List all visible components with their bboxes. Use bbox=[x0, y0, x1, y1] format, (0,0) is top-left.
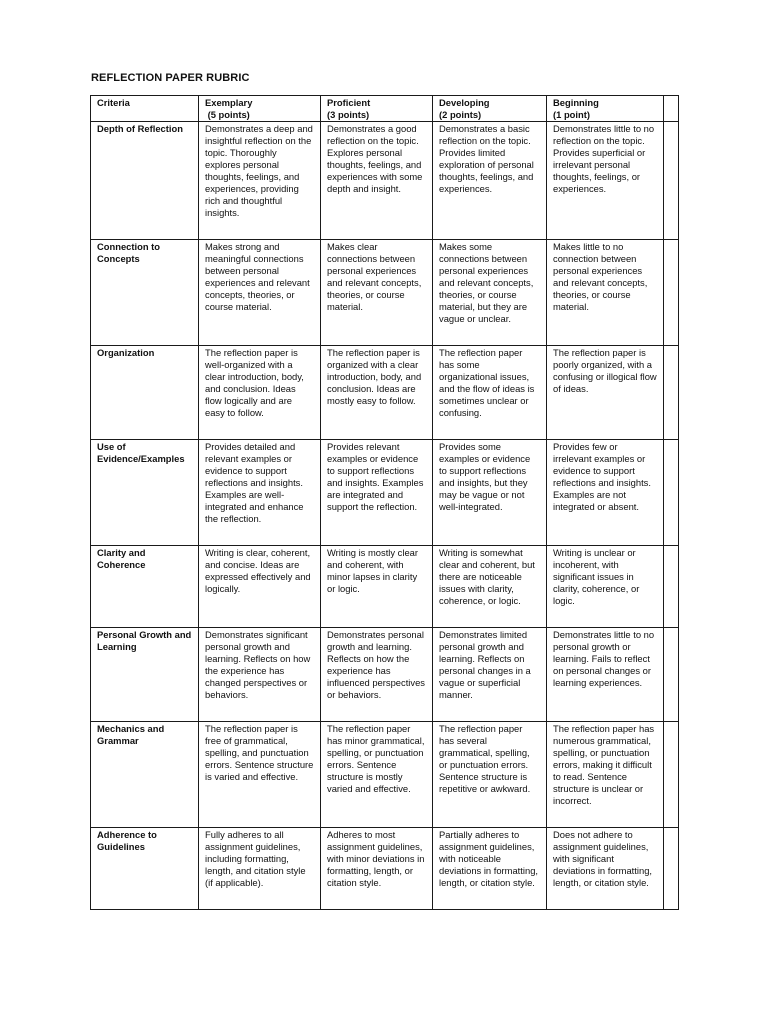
criterion-label: Use of Evidence/Examples bbox=[97, 441, 185, 464]
blank-cell bbox=[664, 96, 679, 122]
criterion-label: Connection to Concepts bbox=[97, 241, 161, 264]
header-row bbox=[91, 96, 679, 122]
proficient-text: Provides relevant examples or evidence to support reflections and insights. Examples are integrated and support the reflection. bbox=[327, 441, 424, 512]
header-beginning bbox=[547, 96, 664, 122]
developing-text: Partially adheres to assignment guidelines, with noticeable deviations in formatting, length, or citation style. bbox=[439, 829, 539, 888]
criterion-cell bbox=[91, 722, 199, 828]
criterion-cell bbox=[91, 828, 199, 910]
beginning-cell bbox=[547, 240, 664, 346]
blank-cell bbox=[664, 440, 679, 546]
criterion-cell bbox=[91, 122, 199, 240]
beginning-cell bbox=[547, 440, 664, 546]
exemplary-cell bbox=[199, 628, 321, 722]
criterion-label: Clarity and Coherence bbox=[97, 547, 146, 570]
header-criteria bbox=[91, 96, 199, 122]
criterion-cell bbox=[91, 240, 199, 346]
developing-cell bbox=[433, 628, 547, 722]
proficient-cell bbox=[321, 346, 433, 440]
exemplary-text: Provides detailed and relevant examples or evidence to support reflections and insights. Examples are well-integrated and enhance the reflection. bbox=[205, 441, 304, 524]
criterion-cell bbox=[91, 546, 199, 628]
beginning-text: The reflection paper has numerous grammatical, spelling, or punctuation errors, making it difficult to read. Sentence structure is unclear or incorrect. bbox=[553, 723, 655, 806]
criterion-label: Depth of Reflection bbox=[97, 123, 183, 134]
header-exemplary-points: (5 points) bbox=[205, 109, 250, 120]
developing-text: Writing is somewhat clear and coherent, but there are noticeable issues with clarity, coherence, or logic. bbox=[439, 547, 535, 606]
developing-cell bbox=[433, 122, 547, 240]
exemplary-cell bbox=[199, 240, 321, 346]
developing-cell bbox=[433, 440, 547, 546]
proficient-cell bbox=[321, 546, 433, 628]
developing-text: Demonstrates a basic reflection on the topic. Provides limited exploration of personal thoughts, feelings, and experiences. bbox=[439, 123, 534, 194]
developing-text: The reflection paper has several grammatical, spelling, or punctuation errors. Sentence structure is repetitive or awkward. bbox=[439, 723, 531, 794]
exemplary-text: Makes strong and meaningful connections between personal experiences and relevant concepts, theories, or course material. bbox=[205, 241, 310, 312]
criterion-label: Adherence to Guidelines bbox=[97, 829, 157, 852]
rubric-table bbox=[90, 95, 679, 910]
blank-cell bbox=[664, 628, 679, 722]
exemplary-text: Writing is clear, coherent, and concise. Ideas are expressed effectively and logically. bbox=[205, 547, 311, 594]
beginning-text: Demonstrates little to no personal growth or learning. Fails to reflect on personal changes or learning experiences. bbox=[553, 629, 655, 688]
exemplary-cell bbox=[199, 828, 321, 910]
developing-cell bbox=[433, 722, 547, 828]
header-exemplary-label: Exemplary bbox=[205, 97, 253, 108]
exemplary-cell bbox=[199, 346, 321, 440]
proficient-cell bbox=[321, 240, 433, 346]
exemplary-text: Demonstrates significant personal growth and learning. Reflects on how the experience has changed perspectives or behaviors. bbox=[205, 629, 311, 700]
beginning-text: Writing is unclear or incoherent, with significant issues in clarity, coherence, or logic. bbox=[553, 547, 640, 606]
developing-text: The reflection paper has some organizational issues, and the flow of ideas is sometimes unclear or confusing. bbox=[439, 347, 535, 418]
blank-cell bbox=[664, 122, 679, 240]
exemplary-cell bbox=[199, 546, 321, 628]
table-row bbox=[91, 546, 679, 628]
blank-cell bbox=[664, 722, 679, 828]
header-exemplary bbox=[199, 96, 321, 122]
beginning-text: Makes little to no connection between personal experiences and relevant concepts, theories, or course material. bbox=[553, 241, 648, 312]
developing-cell bbox=[433, 828, 547, 910]
exemplary-text: Demonstrates a deep and insightful reflection on the topic. Thoroughly explores personal thoughts, feelings, and experiences, providing rich and thoughtful insights. bbox=[205, 123, 313, 218]
table-row bbox=[91, 346, 679, 440]
header-beginning-points: (1 point) bbox=[553, 109, 590, 120]
exemplary-cell bbox=[199, 440, 321, 546]
proficient-cell bbox=[321, 122, 433, 240]
criterion-cell bbox=[91, 628, 199, 722]
beginning-cell bbox=[547, 122, 664, 240]
criterion-cell bbox=[91, 346, 199, 440]
proficient-cell bbox=[321, 440, 433, 546]
table-row bbox=[91, 722, 679, 828]
page-title: REFLECTION PAPER RUBRIC bbox=[91, 72, 250, 84]
beginning-text: Does not adhere to assignment guidelines, with significant deviations in formatting, length, or citation style. bbox=[553, 829, 653, 888]
table-row bbox=[91, 240, 679, 346]
proficient-cell bbox=[321, 722, 433, 828]
table-row bbox=[91, 440, 679, 546]
criterion-label: Mechanics and Grammar bbox=[97, 723, 165, 746]
header-proficient-points: (3 points) bbox=[327, 109, 370, 120]
table-row bbox=[91, 628, 679, 722]
proficient-text: Writing is mostly clear and coherent, with minor lapses in clarity or logic. bbox=[327, 547, 418, 594]
beginning-text: Demonstrates little to no reflection on the topic. Provides superficial or irrelevant personal thoughts, feelings, or experiences. bbox=[553, 123, 655, 194]
proficient-cell bbox=[321, 828, 433, 910]
proficient-text: Demonstrates a good reflection on the topic. Explores personal thoughts, feelings, and experiences with some depth and insight. bbox=[327, 123, 423, 194]
beginning-text: Provides few or irrelevant examples or evidence to support reflections and insights. Examples are not integrated or absent. bbox=[553, 441, 651, 512]
header-developing-points: (2 points) bbox=[439, 109, 482, 120]
header-developing bbox=[433, 96, 547, 122]
proficient-text: The reflection paper is organized with a clear introduction, body, and conclusion. Ideas are mostly easy to follow. bbox=[327, 347, 422, 406]
proficient-text: Adheres to most assignment guidelines, with minor deviations in formatting, length, or citation style. bbox=[327, 829, 425, 888]
proficient-text: The reflection paper has minor grammatical, spelling, or punctuation errors. Sentence structure is mostly varied and effective. bbox=[327, 723, 425, 794]
developing-text: Provides some examples or evidence to support reflections and insights, but they may be vague or not well-integrated. bbox=[439, 441, 531, 512]
header-proficient bbox=[321, 96, 433, 122]
beginning-cell bbox=[547, 346, 664, 440]
proficient-cell bbox=[321, 628, 433, 722]
beginning-cell bbox=[547, 546, 664, 628]
exemplary-text: Fully adheres to all assignment guidelines, including formatting, length, and citation style (if applicable). bbox=[205, 829, 306, 888]
exemplary-cell bbox=[199, 722, 321, 828]
criterion-label: Organization bbox=[97, 347, 155, 358]
blank-cell bbox=[664, 546, 679, 628]
developing-cell bbox=[433, 346, 547, 440]
header-proficient-label: Proficient bbox=[327, 97, 371, 108]
criterion-label: Personal Growth and Learning bbox=[97, 629, 192, 652]
developing-text: Demonstrates limited personal growth and learning. Reflects on personal changes in a vague or superficial manner. bbox=[439, 629, 531, 700]
criterion-cell bbox=[91, 440, 199, 546]
developing-text: Makes some connections between personal experiences and relevant concepts, theories, or course material, but they are vague or unclear. bbox=[439, 241, 534, 324]
developing-cell bbox=[433, 546, 547, 628]
table-row bbox=[91, 122, 679, 240]
exemplary-text: The reflection paper is free of grammatical, spelling, and punctuation errors. Sentence structure is varied and effective. bbox=[205, 723, 314, 782]
header-beginning-label: Beginning bbox=[553, 97, 599, 108]
beginning-text: The reflection paper is poorly organized, with a confusing or illogical flow of ideas. bbox=[553, 347, 657, 394]
developing-cell bbox=[433, 240, 547, 346]
table-row bbox=[91, 828, 679, 910]
proficient-text: Demonstrates personal growth and learning. Reflects on how the experience has influenced perspectives or behaviors. bbox=[327, 629, 425, 700]
beginning-cell bbox=[547, 722, 664, 828]
blank-cell bbox=[664, 346, 679, 440]
header-criteria-label: Criteria bbox=[97, 97, 130, 108]
blank-cell bbox=[664, 240, 679, 346]
header-developing-label: Developing bbox=[439, 97, 490, 108]
proficient-text: Makes clear connections between personal experiences and relevant concepts, theories, or course material. bbox=[327, 241, 422, 312]
exemplary-text: The reflection paper is well-organized with a clear introduction, body, and conclusion. Ideas flow logically and are easy to follow. bbox=[205, 347, 304, 418]
blank-cell bbox=[664, 828, 679, 910]
exemplary-cell bbox=[199, 122, 321, 240]
beginning-cell bbox=[547, 828, 664, 910]
beginning-cell bbox=[547, 628, 664, 722]
